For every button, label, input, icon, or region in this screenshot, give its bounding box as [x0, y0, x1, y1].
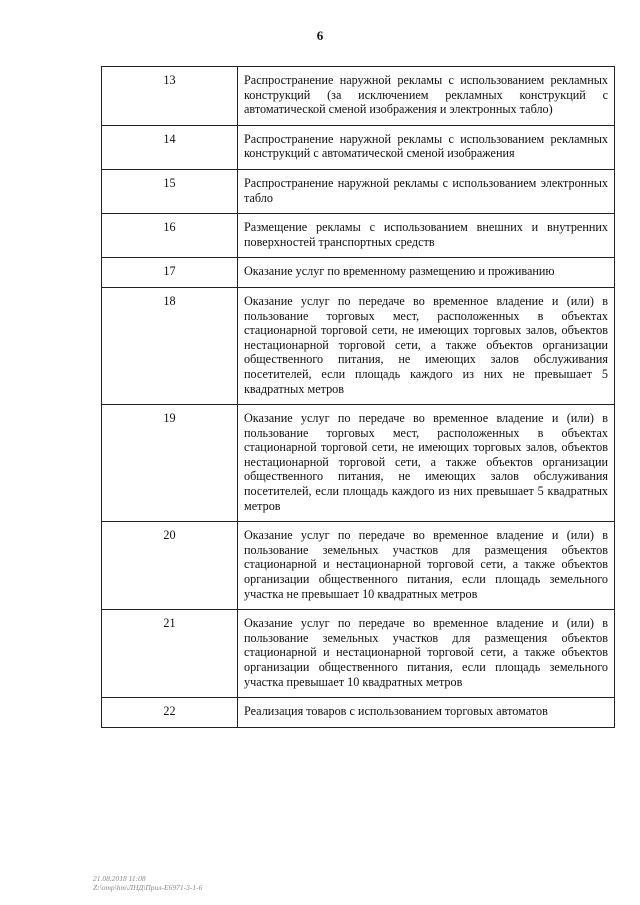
row-description: Оказание услуг по передаче во временное владение и (или) в пользование торговых мест, расположенных в объектах стационарной торговой сети, не имеющих торговых залов, объектов нестационарной торговой сети, а также объектов организации общественного питания, не имеющих залов обслуживания посетителей, если площадь каждого из них не превышает 5 квадратных метров [238, 287, 615, 404]
table-row [102, 125, 615, 169]
table-row [102, 67, 615, 126]
row-number: 18 [102, 287, 238, 404]
table-row [102, 405, 615, 522]
row-number: 17 [102, 258, 238, 288]
table-row [102, 287, 615, 404]
table-row [102, 214, 615, 258]
file-stamp-date: 21.08.2018 11:08 [93, 874, 146, 883]
table-row [102, 698, 615, 728]
row-description: Реализация товаров с использованием торговых автоматов [238, 698, 615, 728]
row-number: 15 [102, 169, 238, 213]
row-description: Оказание услуг по передаче во временное владение и (или) в пользование земельных участков для размещения объектов стационарной и нестационарной торговой сети, а также объектов организации общественного питания, если площадь земельного участка превышает 10 квадратных метров [238, 610, 615, 698]
row-description: Оказание услуг по временному размещению и проживанию [238, 258, 615, 288]
table-row [102, 258, 615, 288]
row-description: Распространение наружной рекламы с использованием рекламных конструкций с автоматической сменой изображения [238, 125, 615, 169]
row-number: 21 [102, 610, 238, 698]
row-description: Размещение рекламы с использованием внешних и внутренних поверхностей транспортных средств [238, 214, 615, 258]
row-number: 13 [102, 67, 238, 126]
page-number: 6 [316, 28, 324, 43]
file-stamp-path: Z:\omp\hm\ЛНД\Прил-Е6971-3-1-6 [93, 883, 203, 892]
row-number: 20 [102, 522, 238, 610]
row-number: 14 [102, 125, 238, 169]
table-row [102, 169, 615, 213]
row-number: 19 [102, 405, 238, 522]
row-number: 16 [102, 214, 238, 258]
table-row [102, 610, 615, 698]
row-description: Распространение наружной рекламы с использованием электронных табло [238, 169, 615, 213]
table-row [102, 522, 615, 610]
file-stamp [93, 874, 202, 892]
row-description: Оказание услуг по передаче во временное владение и (или) в пользование земельных участков для размещения объектов стационарной и нестационарной торговой сети, а также объектов организации общественного питания, если площадь земельного участка не превышает 10 квадратных метров [238, 522, 615, 610]
row-number: 22 [102, 698, 238, 728]
services-table [101, 66, 615, 728]
row-description: Оказание услуг по передаче во временное владение и (или) в пользование торговых мест, расположенных в объектах стационарной торговой сети, не имеющих торговых залов, объектов нестационарной торговой сети, а также объектов организации общественного питания, не имеющих залов обслуживания посетителей, если площадь каждого из них превышает 5 квадратных метров [238, 405, 615, 522]
row-description: Распространение наружной рекламы с использованием рекламных конструкций (за исключением рекламных конструкций с автоматической сменой изображения и электронных табло) [238, 67, 615, 126]
